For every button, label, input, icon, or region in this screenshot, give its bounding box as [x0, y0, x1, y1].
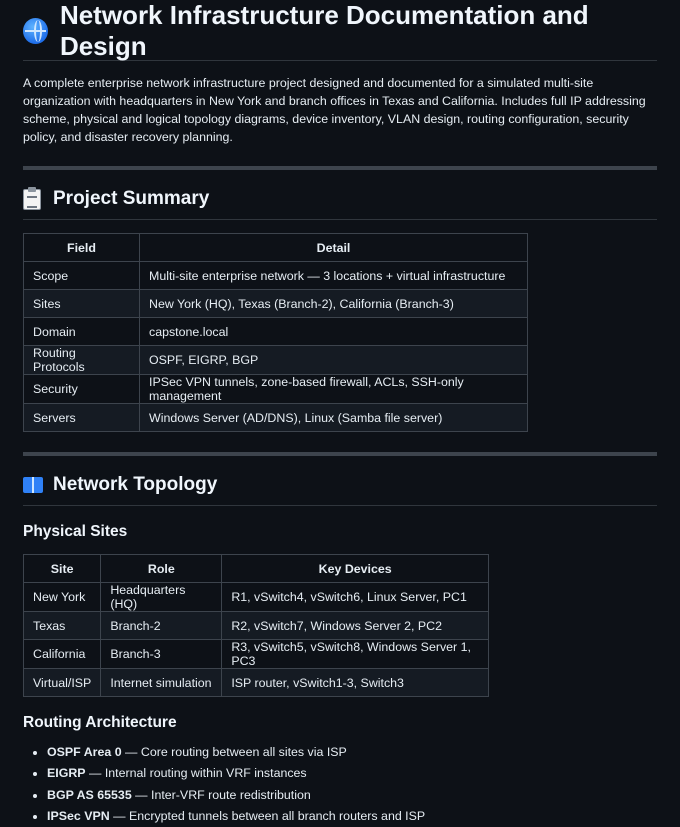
table-row: [24, 318, 528, 346]
table-cell: Security: [24, 375, 140, 404]
list-item-term: OSPF Area 0: [47, 745, 122, 759]
intro-paragraph: A complete enterprise network infrastructure project designed and documented for a simulated multi-site organization with headquarters in New York and branch offices in Texas and California. Includes full IP addressing scheme, physical and logical topology diagrams, device inventory, VLAN design, routing configuration, security policy, and disaster recovery planning.: [23, 76, 646, 144]
project-summary-table: [23, 233, 528, 432]
table-cell: Windows Server (AD/DNS), Linux (Samba file server): [140, 404, 528, 432]
list-item: [47, 742, 657, 763]
table-cell: Scope: [24, 262, 140, 290]
table-cell: California: [24, 640, 101, 669]
table-cell: IPSec VPN tunnels, zone-based firewall, ACLs, SSH-only management: [140, 375, 528, 404]
table-cell: Branch-3: [101, 640, 222, 669]
section-divider: [23, 166, 657, 170]
project-summary-heading: [23, 188, 657, 220]
table-row: [24, 262, 528, 290]
table-header-row: [24, 234, 528, 262]
table-row: [24, 583, 489, 612]
list-item: [47, 763, 657, 784]
table-cell: Internet simulation: [101, 669, 222, 697]
section-divider: [23, 452, 657, 456]
table-cell: Sites: [24, 290, 140, 318]
table-cell: capstone.local: [140, 318, 528, 346]
table-row: [24, 375, 528, 404]
table-cell: Domain: [24, 318, 140, 346]
list-item: [47, 806, 657, 827]
table-row: [24, 404, 528, 432]
page-title-text: Network Infrastructure Documentation and Design: [59, 0, 589, 61]
table-cell: R1, vSwitch4, vSwitch6, Linux Server, PC1: [222, 583, 489, 612]
table-cell: ISP router, vSwitch1-3, Switch3: [222, 669, 489, 697]
physical-sites-table: [23, 554, 489, 697]
table-cell: R2, vSwitch7, Windows Server 2, PC2: [222, 612, 489, 640]
table-cell: Routing Protocols: [24, 346, 140, 375]
routing-list: [23, 742, 657, 827]
table-cell: Headquarters (HQ): [101, 583, 222, 612]
table-cell: New York (HQ), Texas (Branch-2), California (Branch-3): [140, 290, 528, 318]
table-row: [24, 612, 489, 640]
network-topology-heading-text: Network Topology: [53, 474, 218, 495]
network-topology-heading: [23, 474, 657, 506]
list-item: [47, 785, 657, 806]
table-cell: Servers: [24, 404, 140, 432]
list-item-desc: — Internal routing within VRF instances: [85, 766, 307, 781]
book-icon: [23, 477, 43, 493]
table-row: [24, 290, 528, 318]
list-item-desc: — Encrypted tunnels between all branch routers and ISP: [109, 808, 426, 823]
table-row: [24, 669, 489, 697]
table-row: [24, 346, 528, 375]
table-cell: Multi-site enterprise network — 3 locations + virtual infrastructure: [140, 262, 528, 290]
list-item-term: EIGRP: [47, 766, 86, 781]
table-cell: Virtual/ISP: [24, 669, 101, 697]
column-header: Field: [24, 234, 140, 262]
physical-sites-heading: Physical Sites: [23, 523, 128, 540]
list-item-term: IPSec VPN: [47, 808, 110, 823]
table-cell: New York: [24, 583, 101, 612]
page-title: [23, 0, 657, 61]
table-row: [24, 640, 489, 669]
table-header-row: [24, 555, 489, 583]
list-item-desc: — Core routing between all sites via ISP: [121, 745, 347, 759]
routing-architecture-heading: Routing Architecture: [23, 714, 177, 731]
column-header: Site: [24, 555, 101, 583]
project-summary-heading-text: Project Summary: [53, 188, 210, 209]
column-header: Role: [101, 555, 222, 583]
column-header: Key Devices: [222, 555, 489, 583]
table-cell: Branch-2: [101, 612, 222, 640]
list-item-term: BGP AS 65535: [47, 787, 132, 802]
table-cell: R3, vSwitch5, vSwitch8, Windows Server 1, PC3: [222, 640, 489, 669]
table-cell: Texas: [24, 612, 101, 640]
globe-icon: [23, 18, 48, 44]
column-header: Detail: [140, 234, 528, 262]
list-item-desc: — Inter-VRF route redistribution: [131, 787, 311, 802]
clipboard-icon: [23, 189, 41, 210]
table-cell: OSPF, EIGRP, BGP: [140, 346, 528, 375]
